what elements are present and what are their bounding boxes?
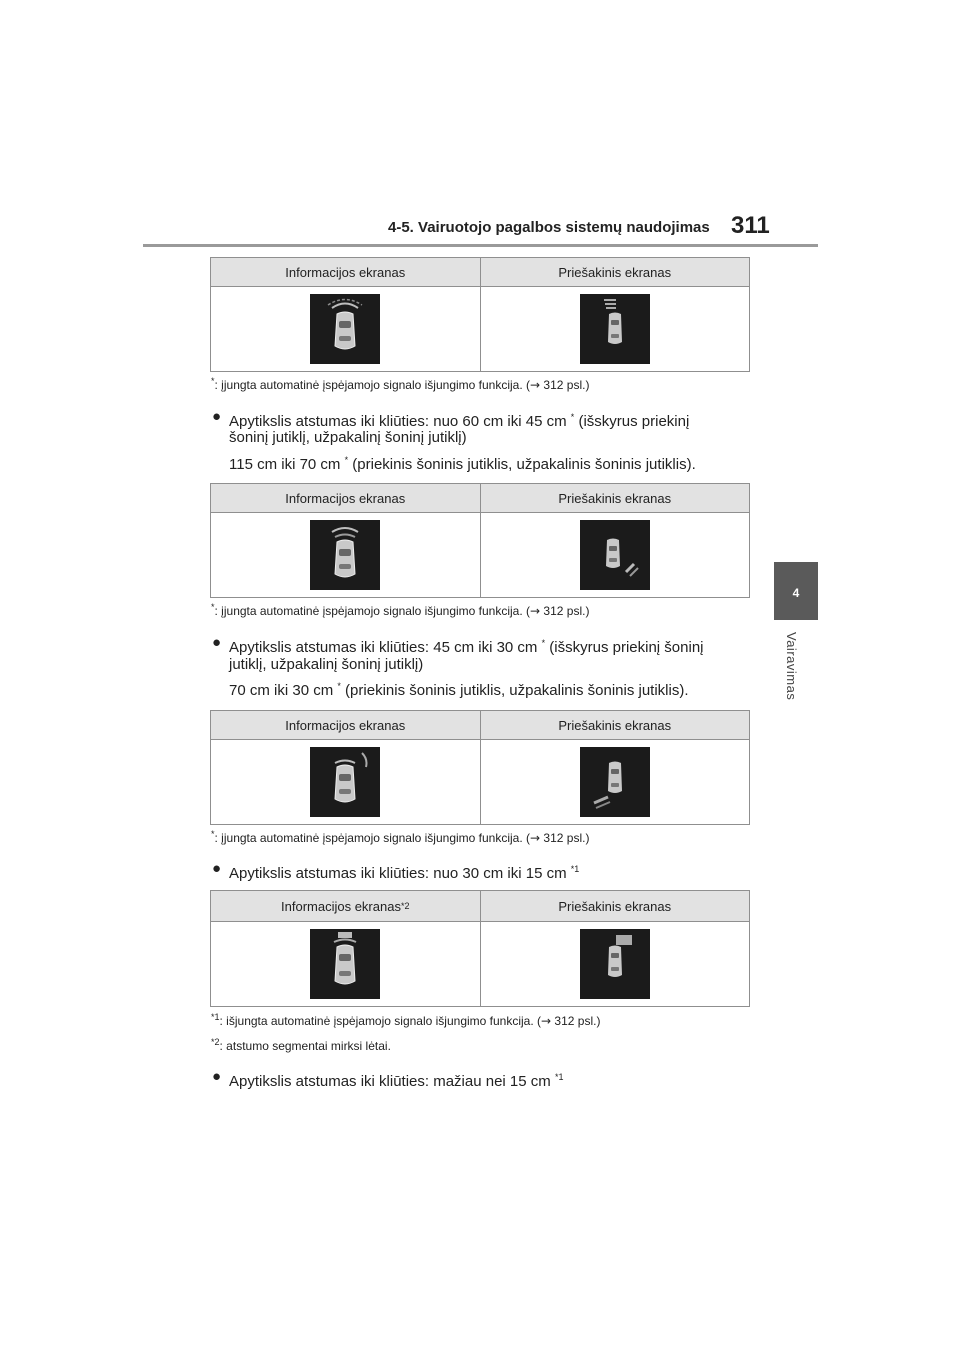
table-header (211, 484, 749, 513)
header-front-screen: Priešakinis ekranas (558, 264, 672, 280)
info-screen-cell (211, 922, 481, 1006)
footnote (211, 602, 589, 618)
bullet-continuation (229, 681, 689, 699)
page-reference: 312 psl.) (540, 604, 590, 618)
display-table-1 (210, 257, 750, 372)
bullet-text: (priekinis šoninis jutiklis, užpakalinis šoninis jutiklis). (348, 456, 696, 473)
page-number: 311 (731, 212, 770, 239)
bullet-text: (priekinis šoninis jutiklis, užpakalinis šoninis jutiklis). (340, 682, 689, 699)
table-header (211, 891, 749, 922)
table-header (211, 711, 749, 740)
bullet-continuation: šoninį jutiklį, užpakalinį šoninį jutiklį) (229, 429, 467, 446)
front-screen-cell (481, 513, 750, 597)
table-header (211, 258, 749, 287)
arrow-icon: → (541, 1014, 552, 1028)
footnote-marker: *1 (554, 1072, 564, 1082)
footnote (211, 376, 589, 392)
header-front-screen: Priešakinis ekranas (558, 898, 672, 914)
arrow-icon: → (530, 604, 541, 618)
header-info-screen (211, 891, 481, 921)
footnote-marker: *2 (400, 901, 410, 911)
footnote-text: : įjungta automatinė įspėjamojo signalo išjungimo funkcija. ( (214, 604, 531, 618)
bullet-text: Apytikslis atstumas iki kliūties: nuo 60 cm iki 45 cm (229, 413, 571, 430)
arrow-icon: → (530, 831, 541, 845)
info-screen-cell (211, 513, 481, 597)
footnote-marker: * (211, 602, 215, 612)
front-screen-cell (481, 740, 750, 824)
display-table-3 (210, 710, 750, 825)
bullet-icon: ● (212, 1068, 222, 1085)
front-screen-image (580, 929, 650, 999)
footnote-text: : išjungta automatinė įspėjamojo signalo išjungimo funkcija. ( (219, 1014, 542, 1028)
bullet-text: 70 cm iki 30 cm (229, 682, 338, 699)
footnote-marker: * (211, 829, 215, 839)
footnote (211, 1037, 391, 1053)
table-row (211, 922, 749, 1006)
bullet-text: Apytikslis atstumas iki kliūties: nuo 30 cm iki 15 cm (229, 865, 571, 882)
front-screen-image (580, 294, 650, 364)
footnote-marker: *1 (570, 864, 580, 874)
chapter-number: 4 (792, 586, 800, 600)
footnote-marker: *2 (211, 1037, 220, 1047)
header-rule (143, 244, 818, 247)
footnote-marker: * (541, 638, 546, 648)
footnote-marker: *1 (211, 1012, 220, 1022)
display-table-2 (210, 483, 750, 598)
bullet-icon: ● (212, 860, 222, 877)
info-screen-image (310, 294, 380, 364)
bullet-continuation (229, 455, 696, 473)
page-reference: 312 psl.) (540, 831, 590, 845)
front-screen-cell (481, 287, 750, 371)
bullet-text: (išskyrus priekinį (574, 413, 690, 430)
footnote-marker: * (337, 681, 341, 691)
front-screen-cell (481, 922, 750, 1006)
footnote-marker: * (211, 376, 215, 386)
bullet-icon: ● (212, 634, 222, 651)
footnote-text: : įjungta automatinė įspėjamojo signalo išjungimo funkcija. ( (214, 831, 531, 845)
footnote (211, 829, 589, 845)
bullet-text: Apytikslis atstumas iki kliūties: 45 cm iki 30 cm (229, 639, 542, 656)
header-text: Informacijos ekranas (281, 898, 401, 914)
front-screen-image (580, 520, 650, 590)
table-row (211, 513, 749, 597)
header-info-screen: Informacijos ekranas (211, 711, 481, 739)
footnote-marker: * (344, 455, 349, 465)
bullet-icon: ● (212, 408, 222, 425)
info-screen-image (310, 520, 380, 590)
footnote-text: : atstumo segmentai mirksi lėtai. (219, 1039, 391, 1053)
header-info-screen: Informacijos ekranas (211, 484, 481, 512)
page-reference: 312 psl.) (540, 378, 590, 392)
arrow-icon: → (530, 378, 541, 392)
page-reference: 312 psl.) (551, 1014, 601, 1028)
table-row (211, 740, 749, 824)
bullet-text: 115 cm iki 70 cm (229, 456, 345, 473)
footnote (211, 1012, 600, 1028)
chapter-tab (774, 562, 818, 620)
header-front-screen: Priešakinis ekranas (558, 490, 672, 506)
chapter-label: Vairavimas (784, 632, 799, 701)
info-screen-cell (211, 740, 481, 824)
bullet-text: Apytikslis atstumas iki kliūties: mažiau nei 15 cm (229, 1073, 555, 1090)
table-row (211, 287, 749, 371)
info-screen-image (310, 747, 380, 817)
bullet-text: (išskyrus priekinį šoninį (545, 639, 704, 656)
header-info-screen: Informacijos ekranas (211, 258, 481, 286)
front-screen-image (580, 747, 650, 817)
section-title: 4-5. Vairuotojo pagalbos sistemų naudojimas (388, 219, 710, 236)
display-table-4 (210, 890, 750, 1007)
bullet-continuation: jutiklį, užpakalinį šoninį jutiklį) (229, 656, 424, 673)
footnote-marker: * (570, 412, 575, 422)
info-screen-image (310, 929, 380, 999)
info-screen-cell (211, 287, 481, 371)
footnote-text: : įjungta automatinė įspėjamojo signalo išjungimo funkcija. ( (214, 378, 531, 392)
header-front-screen: Priešakinis ekranas (558, 717, 672, 733)
